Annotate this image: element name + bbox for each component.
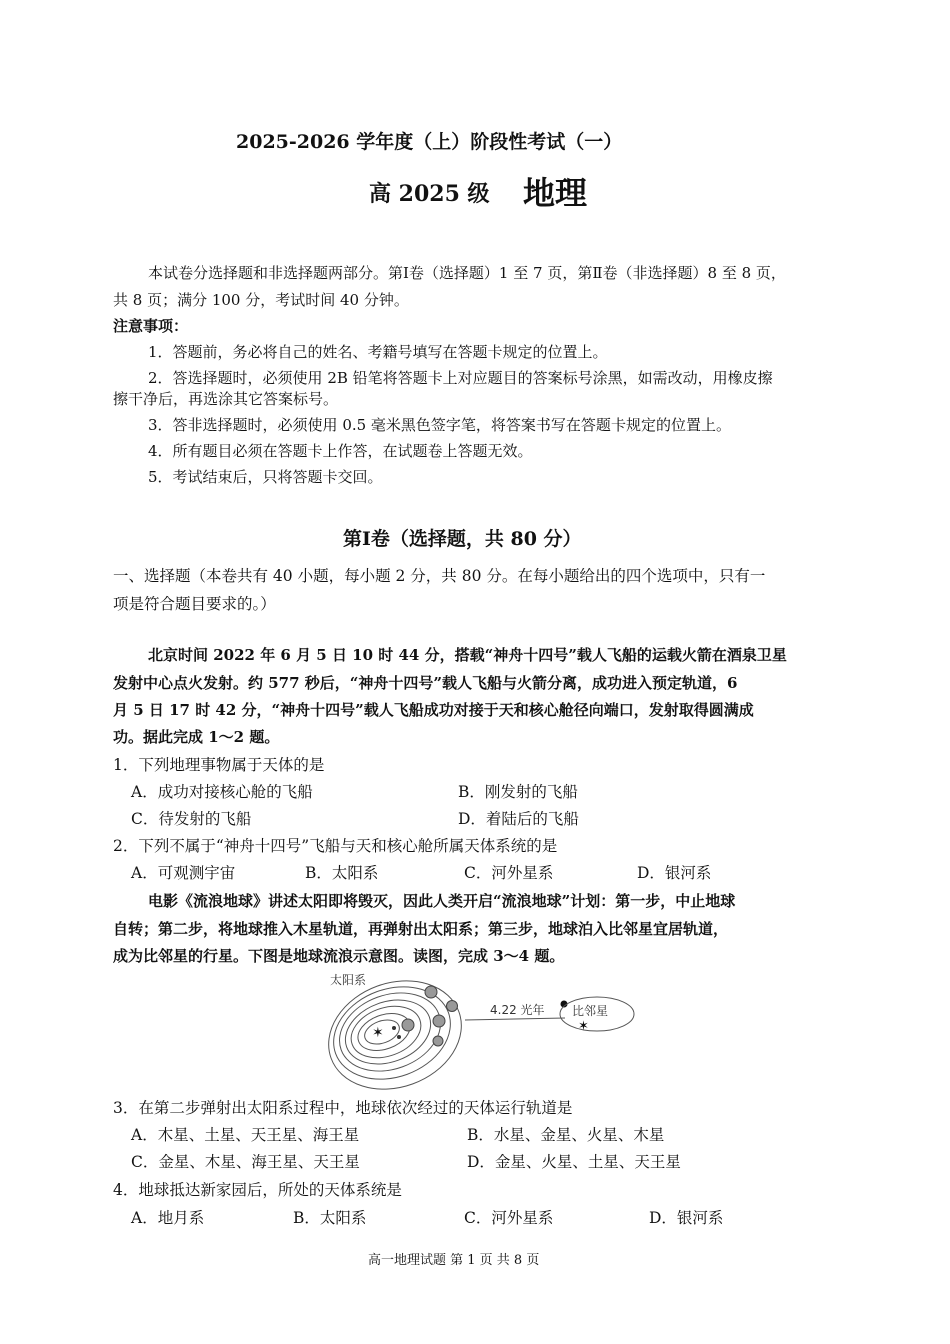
note-2b: 擦干净后，再选涂其它答案标号。	[113, 390, 339, 408]
passage1-line-1: 北京时间 2022 年 6 月 5 日 10 时 44 分，搭载“神舟十四号”载人飞船的运载火箭在酒泉卫星	[148, 646, 787, 664]
page-footer: 高一地理试题 第 1 页 共 8 页	[368, 1253, 540, 1268]
passage1-line-4: 功。据此完成 1～2 题。	[113, 728, 280, 746]
passage2-line-1: 电影《流浪地球》讲述太阳即将毁灭，因此人类开启“流浪地球”计划：第一步，中止地球	[148, 892, 736, 910]
proxima-star-icon: ✶	[578, 1019, 589, 1034]
q3-option-b: B．水星、金星、火星、木星	[467, 1126, 665, 1144]
q2-stem: 2．下列不属于“神舟十四号”飞船与天和核心舱所属天体系统的是	[113, 837, 558, 855]
q1-option-a: A．成功对接核心舱的飞船	[131, 783, 313, 801]
solar-system-label: 太阳系	[330, 973, 367, 987]
q2-option-a: A．可观测宇宙	[131, 864, 236, 882]
passage2-line-2: 自转；第二步，将地球推入木星轨道，再弹射出太阳系；第三步，地球泊入比邻星宜居轨道，	[113, 920, 729, 938]
note-1: 1．答题前，务必将自己的姓名、考籍号填写在答题卡规定的位置上。	[148, 343, 608, 361]
grade-label: 高 2025 级	[369, 181, 490, 207]
planet-uranus	[447, 1001, 458, 1012]
passage1-line-2: 发射中心点火发射。约 577 秒后，“神舟十四号”载人飞船与火箭分离，成功进入预定轨道，6	[113, 674, 738, 692]
q1-option-d: D．着陆后的飞船	[458, 810, 579, 828]
orbit-7	[321, 971, 464, 1095]
q3-option-d: D．金星、火星、土星、天王星	[467, 1153, 681, 1171]
distance-label: 4.22 光年	[490, 1003, 545, 1017]
q1-option-b: B．刚发射的飞船	[458, 783, 578, 801]
planet-mars	[433, 1036, 443, 1046]
q1-option-c: C．待发射的飞船	[131, 810, 252, 828]
q1-stem: 1．下列地理事物属于天体的是	[113, 756, 325, 774]
q3-stem: 3．在第二步弹射出太阳系过程中，地球依次经过的天体运行轨道是	[113, 1099, 573, 1117]
intro-line-2: 共 8 页；满分 100 分，考试时间 40 分钟。	[113, 291, 409, 309]
path-line	[465, 1018, 565, 1020]
planet-jupiter	[402, 1019, 414, 1031]
intro-line-1: 本试卷分选择题和非选择题两部分。第Ⅰ卷（选择题）1 至 7 页，第Ⅱ卷（非选择题）8 至 8 页，	[148, 264, 786, 282]
q2-option-d: D．银河系	[637, 864, 712, 882]
planet-neptune	[425, 986, 437, 998]
planet-venus	[392, 1026, 396, 1030]
section-title: 第Ⅰ卷（选择题，共 80 分）	[343, 528, 582, 550]
section-instruction-1: 一、选择题（本卷共有 40 小题，每小题 2 分，共 80 分。在每小题给出的四个选项中，只有一	[113, 567, 766, 585]
proxima-label: 比邻星	[572, 1004, 609, 1018]
q3-option-c: C．金星、木星、海王星、天王星	[131, 1153, 360, 1171]
q2-option-b: B．太阳系	[305, 864, 379, 882]
wandering-earth-diagram	[320, 970, 640, 1095]
exam-title: 2025-2026 学年度（上）阶段性考试（一）	[236, 131, 623, 153]
note-3: 3．答非选择题时，必须使用 0.5 毫米黑色签字笔，将答案书写在答题卡规定的位置上。	[148, 416, 731, 434]
notes-heading: 注意事项：	[113, 317, 189, 335]
q3-option-a: A．木星、土星、天王星、海王星	[131, 1126, 360, 1144]
orbit-4	[344, 997, 428, 1067]
passage1-line-3: 月 5 日 17 时 42 分，“神舟十四号”载人飞船成功对接于天和核心舱径向端口，发射取得圆满成	[113, 701, 754, 719]
q2-option-c: C．河外星系	[464, 864, 554, 882]
q4-option-d: D．银河系	[649, 1209, 724, 1227]
passage2-line-3: 成为比邻星的行星。下图是地球流浪示意图。读图，完成 3～4 题。	[113, 947, 565, 965]
planet-saturn	[433, 1015, 445, 1027]
q4-option-a: A．地月系	[131, 1209, 205, 1227]
subject-title: 地理	[523, 174, 588, 212]
planet-earth	[397, 1035, 401, 1039]
q4-option-b: B．太阳系	[293, 1209, 367, 1227]
note-2a: 2．答选择题时，必须使用 2B 铅笔将答题卡上对应题目的答案标号涂黑，如需改动，用橡皮擦	[148, 369, 773, 387]
section-instruction-2: 项是符合题目要求的。）	[113, 595, 276, 613]
note-5: 5．考试结束后，只将答题卡交回。	[148, 468, 383, 486]
note-4: 4．所有题目必须在答题卡上作答，在试题卷上答题无效。	[148, 442, 533, 460]
q4-stem: 4．地球抵达新家园后，所处的天体系统是	[113, 1181, 402, 1199]
q4-option-c: C．河外星系	[464, 1209, 554, 1227]
sun-icon: ✶	[372, 1025, 384, 1041]
orbit-3	[353, 1007, 415, 1057]
